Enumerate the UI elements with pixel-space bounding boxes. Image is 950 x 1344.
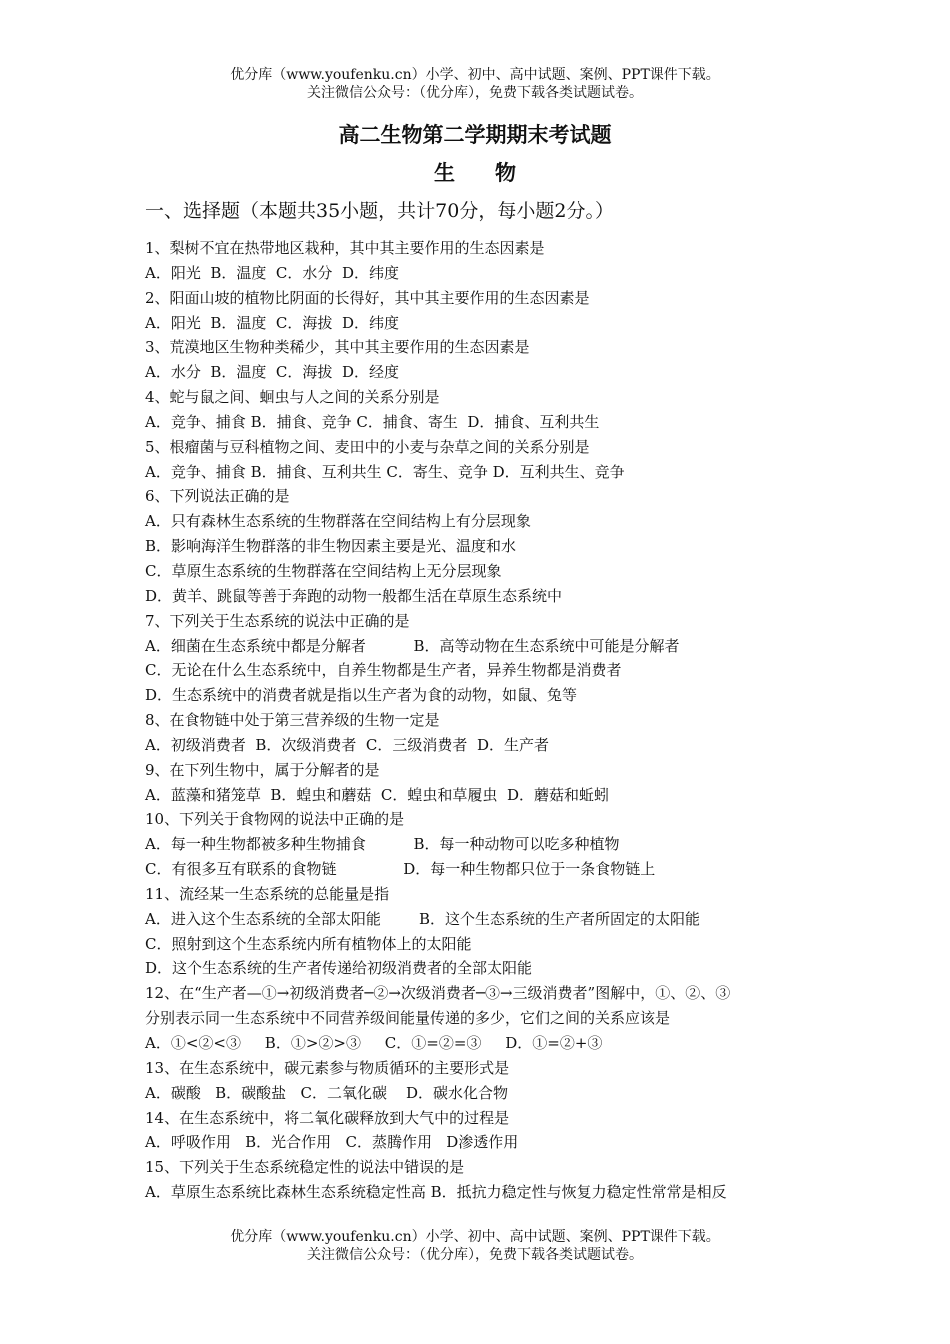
question-options: C．草原生态系统的生物群落在空间结构上无分层现象 — [145, 561, 502, 580]
question-options: A．①<②<③ B．①>②>③ C．①=②=③ D．①=②+③ — [145, 1034, 603, 1052]
question-options: B．影响海洋生物群落的非生物因素主要是光、温度和水 — [145, 537, 517, 556]
page-footer — [0, 1228, 950, 1264]
question-stem: 8、在食物链中处于第三营养级的生物一定是 — [145, 711, 440, 730]
question-stem: 9、在下列生物中，属于分解者的是 — [145, 760, 380, 779]
question-options: C．有很多互有联系的食物链 D．每一种生物都只位于一条食物链上 — [145, 860, 656, 879]
question-options: A．细菌在生态系统中都是分解者 B．高等动物在生态系统中可能是分解者 — [145, 636, 680, 655]
question-options: A．水分 B．温度 C．海拔 D．经度 — [145, 363, 399, 382]
question-options: A．进入这个生态系统的全部太阳能 B．这个生态系统的生产者所固定的太阳能 — [145, 909, 701, 928]
question-options: A．阳光 B．温度 C．水分 D．纬度 — [145, 263, 399, 282]
question-options: D．这个生态系统的生产者传递给初级消费者的全部太阳能 — [145, 959, 533, 978]
section-heading: 一、选择题（本题共35小题，共计70分，每小题2分。） — [145, 200, 614, 222]
question-stem: 1、梨树不宜在热带地区栽种，其中其主要作用的生态因素是 — [145, 239, 545, 257]
question-stem: 10、下列关于食物网的说法中正确的是 — [145, 810, 405, 829]
question-list — [145, 236, 825, 1205]
question-stem: 2、阳面山坡的植物比阴面的长得好，其中其主要作用的生态因素是 — [145, 288, 590, 307]
question-options: C．无论在什么生态系统中，自养生物都是生产者，异养生物都是消费者 — [145, 661, 622, 680]
question-options: D．黄羊、跳鼠等善于奔跑的动物一般都生活在草原生态系统中 — [145, 586, 563, 605]
question-options: A．只有森林生态系统的生物群落在空间结构上有分层现象 — [145, 512, 531, 531]
page-header — [0, 66, 950, 102]
question-stem: 12、在“生产者—①→初级消费者─②→次级消费者─③→三级消费者”图解中，①、②、③ — [145, 984, 731, 1003]
question-options: A．竞争、捕食 B．捕食、互利共生 C．寄生、竞争 D．互利共生、竞争 — [145, 462, 625, 481]
question-stem: 5、根瘤菌与豆科植物之间、麦田中的小麦与杂草之间的关系分别是 — [145, 437, 590, 456]
question-options: A．草原生态系统比森林生态系统稳定性高 B．抵抗力稳定性与恢复力稳定性常常是相反 — [145, 1183, 727, 1202]
header-line-2: 关注微信公众号：（优分库），免费下载各类试题试卷。 — [307, 85, 643, 101]
question-stem: 4、蛇与鼠之间、蛔虫与人之间的关系分别是 — [145, 388, 440, 407]
question-stem: 14、在生态系统中，将二氧化碳释放到大气中的过程是 — [145, 1108, 510, 1127]
question-options: 分别表示同一生态系统中不同营养级间能量传递的多少，它们之间的关系应该是 — [145, 1009, 671, 1028]
exam-title: 高二生物第二学期期末考试题 — [338, 123, 612, 147]
header-line-1: 优分库（www.youfenku.cn）小学、初中、高中试题、案例、PPT课件下载。 — [230, 67, 720, 83]
question-options: A．呼吸作用 B．光合作用 C．蒸腾作用 D渗透作用 — [145, 1133, 519, 1152]
question-options: A．蓝藻和猪笼草 B．蝗虫和蘑菇 C．蝗虫和草履虫 D．蘑菇和蚯蚓 — [145, 785, 609, 804]
question-stem: 3、荒漠地区生物种类稀少，其中其主要作用的生态因素是 — [145, 338, 530, 357]
exam-subject: 生物 — [434, 161, 556, 185]
question-options: A．每一种生物都被多种生物捕食 B．每一种动物可以吃多种植物 — [145, 835, 620, 854]
question-options: A．碳酸 B．碳酸盐 C．二氧化碳 D．碳水化合物 — [145, 1083, 509, 1102]
question-stem: 7、下列关于生态系统的说法中正确的是 — [145, 611, 410, 630]
footer-line-1: 优分库（www.youfenku.cn）小学、初中、高中试题、案例、PPT课件下载。 — [230, 1229, 720, 1245]
question-stem: 11、流经某一生态系统的总能量是指 — [145, 884, 390, 903]
question-stem: 13、在生态系统中，碳元素参与物质循环的主要形式是 — [145, 1058, 510, 1077]
footer-line-2: 关注微信公众号：（优分库），免费下载各类试题试卷。 — [307, 1247, 643, 1263]
question-options: C．照射到这个生态系统内所有植物体上的太阳能 — [145, 934, 472, 953]
question-options: A．初级消费者 B．次级消费者 C．三级消费者 D．生产者 — [145, 735, 549, 754]
question-options: A．竞争、捕食 B．捕食、竞争 C．捕食、寄生 D．捕食、互利共生 — [145, 412, 600, 431]
question-options: D．生态系统中的消费者就是指以生产者为食的动物，如鼠、兔等 — [145, 686, 578, 705]
question-options: A．阳光 B．温度 C．海拔 D．纬度 — [145, 313, 399, 332]
question-stem: 15、下列关于生态系统稳定性的说法中错误的是 — [145, 1158, 465, 1177]
question-stem: 6、下列说法正确的是 — [145, 487, 290, 506]
